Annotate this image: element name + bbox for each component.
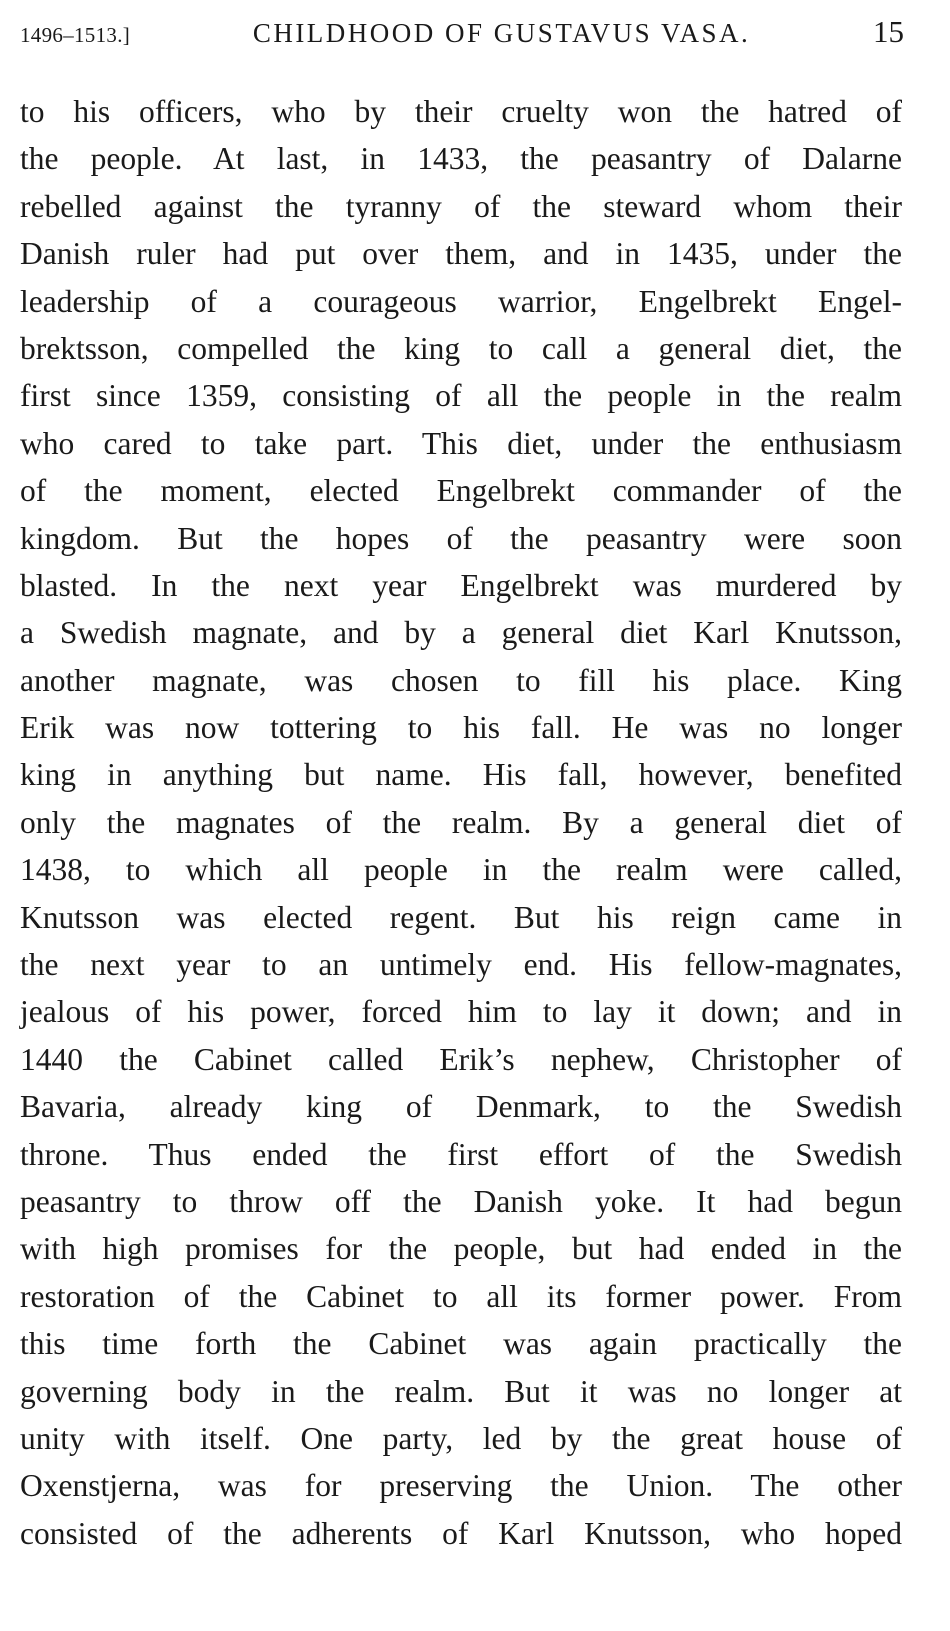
text-line: another magnate, was chosen to fill his place. King xyxy=(20,662,902,698)
text-line: a Swedish magnate, and by a general diet Karl Knutsson, xyxy=(20,615,902,651)
text-line: 1440 the Cabinet called Erik’s nephew, Christopher of xyxy=(20,1041,902,1077)
text-line: throne. Thus ended the first effort of the Swedish xyxy=(20,1136,902,1172)
text-line: Oxenstjerna, was for preserving the Union. The other xyxy=(20,1468,902,1504)
text-line: first since 1359, consisting of all the people in the realm xyxy=(20,378,902,414)
text-line: the next year to an untimely end. His fellow-magnates, xyxy=(20,947,902,983)
text-line: Bavaria, already king of Denmark, to the Swedish xyxy=(20,1089,902,1125)
text-line: unity with itself. One party, led by the great house of xyxy=(20,1420,902,1456)
text-line: king in anything but name. His fall, however, benefited xyxy=(20,757,902,793)
text-line: consisted of the adherents of Karl Knutsson, who hoped xyxy=(20,1515,902,1551)
text-line: Knutsson was elected regent. But his reign came in xyxy=(20,899,902,935)
text-line: rebelled against the tyranny of the steward whom their xyxy=(20,188,902,224)
body-text xyxy=(20,88,902,1557)
text-line: with high promises for the people, but had ended in the xyxy=(20,1231,902,1267)
text-line: brektsson, compelled the king to call a general diet, the xyxy=(20,330,902,366)
text-line: who cared to take part. This diet, under the enthusiasm xyxy=(20,425,902,461)
text-line: 1438, to which all people in the realm were called, xyxy=(20,852,902,888)
text-line: jealous of his power, forced him to lay it down; and in xyxy=(20,994,902,1030)
text-line: restoration of the Cabinet to all its former power. From xyxy=(20,1278,902,1314)
text-line: to his officers, who by their cruelty won the hatred of xyxy=(20,94,902,129)
text-line: Erik was now tottering to his fall. He was no longer xyxy=(20,710,902,746)
text-line: the people. At last, in 1433, the peasantry of Dalarne xyxy=(20,141,902,177)
page-number: 15 xyxy=(873,14,904,49)
text-line: blasted. In the next year Engelbrekt was murdered by xyxy=(20,567,902,603)
text-line: only the magnates of the realm. By a general diet of xyxy=(20,804,902,840)
text-line: governing body in the realm. But it was no longer at xyxy=(20,1373,902,1409)
header-chapter-title: CHILDHOOD OF GUSTAVUS VASA. xyxy=(252,18,751,48)
header-date-range: 1496–1513.] xyxy=(20,23,131,47)
text-line: Danish ruler had put over them, and in 1435, under the xyxy=(20,236,902,272)
text-line: leadership of a courageous warrior, Engelbrekt Engel- xyxy=(20,283,902,319)
text-line: peasantry to throw off the Danish yoke. It had begun xyxy=(20,1183,902,1219)
text-line: kingdom. But the hopes of the peasantry were soon xyxy=(20,520,902,556)
text-line: of the moment, elected Engelbrekt commander of the xyxy=(20,473,902,509)
text-line: this time forth the Cabinet was again practically the xyxy=(20,1326,902,1362)
running-head xyxy=(20,14,904,54)
